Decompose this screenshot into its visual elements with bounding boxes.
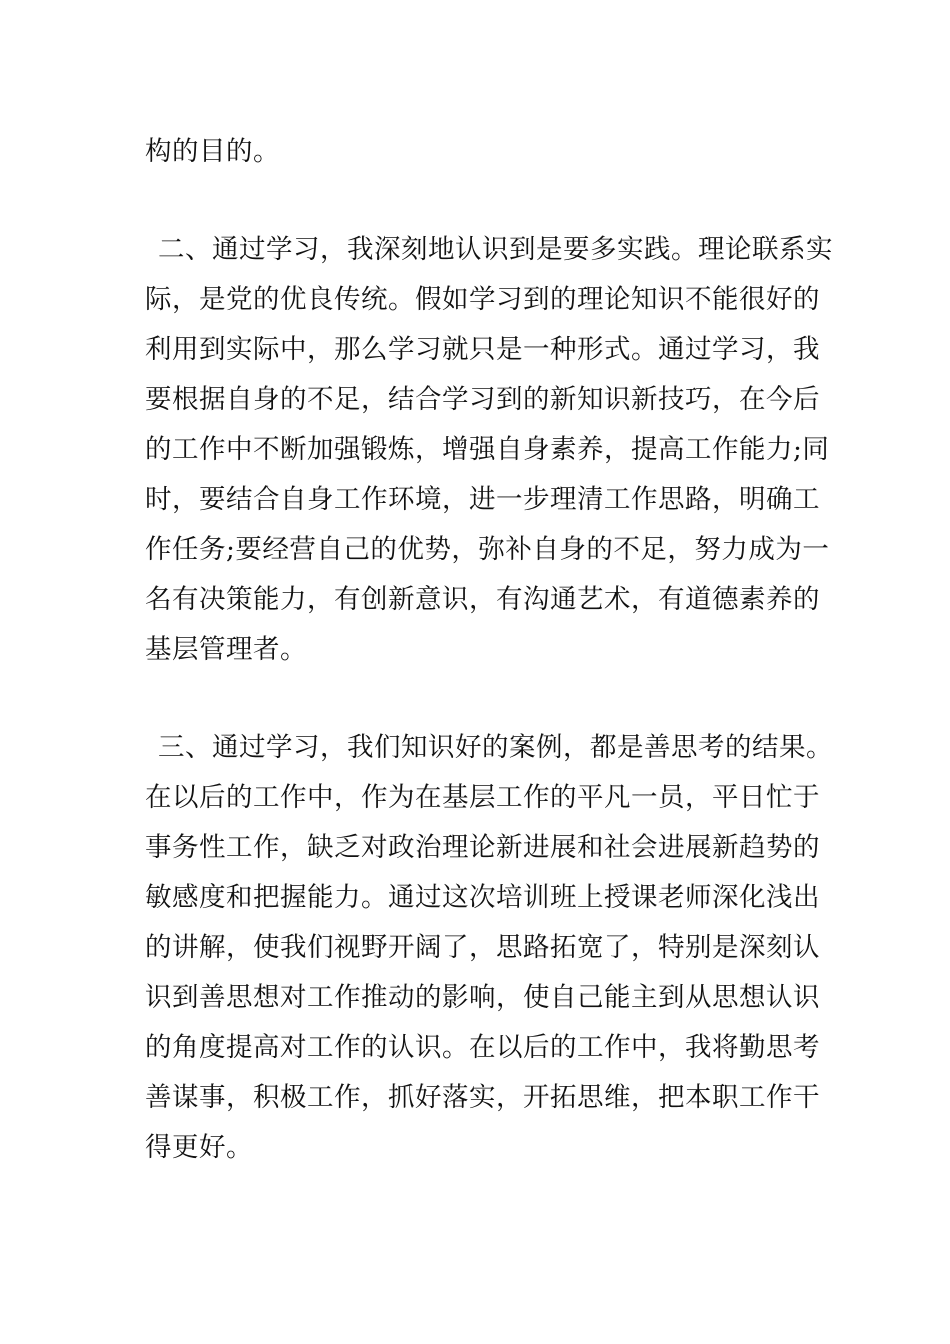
paragraph-line: 要根据自身的不足，结合学习到的新知识新技巧，在今后 bbox=[145, 384, 820, 415]
paragraph-line: 的角度提高对工作的认识。在以后的工作中，我将勤思考 bbox=[145, 1032, 820, 1063]
paragraph-line: 得更好。 bbox=[145, 1132, 253, 1163]
paragraph-line: 善谋事，积极工作，抓好落实，开拓思维，把本职工作干 bbox=[145, 1082, 820, 1113]
paragraph-line: 的工作中不断加强锻炼，增强自身素养，提高工作能力;同 bbox=[145, 434, 830, 465]
paragraph-line: 际，是党的优良传统。假如学习到的理论知识不能很好的 bbox=[145, 284, 820, 315]
paragraph-line: 构的目的。 bbox=[145, 136, 280, 167]
paragraph-line: 名有决策能力，有创新意识，有沟通艺术，有道德素养的 bbox=[145, 584, 820, 615]
paragraph-line: 在以后的工作中，作为在基层工作的平凡一员，平日忙于 bbox=[145, 782, 820, 813]
paragraph-line: 敏感度和把握能力。通过这次培训班上授课老师深化浅出 bbox=[145, 882, 820, 913]
paragraph-line: 二、通过学习，我深刻地认识到是要多实践。理论联系实 bbox=[158, 234, 833, 265]
paragraph-line: 三、通过学习，我们知识好的案例，都是善思考的结果。 bbox=[158, 732, 833, 763]
paragraph-line: 时，要结合自身工作环境，进一步理清工作思路，明确工 bbox=[145, 484, 820, 515]
paragraph-line: 的讲解，使我们视野开阔了，思路拓宽了，特别是深刻认 bbox=[145, 932, 820, 963]
paragraph-line: 识到善思想对工作推动的影响，使自己能主到从思想认识 bbox=[145, 982, 820, 1013]
paragraph-line: 作任务;要经营自己的优势，弥补自身的不足，努力成为一 bbox=[145, 534, 830, 565]
paragraph-line: 基层管理者。 bbox=[145, 634, 307, 665]
paragraph-line: 事务性工作，缺乏对政治理论新进展和社会进展新趋势的 bbox=[145, 832, 820, 863]
paragraph-line: 利用到实际中，那么学习就只是一种形式。通过学习，我 bbox=[145, 334, 820, 365]
